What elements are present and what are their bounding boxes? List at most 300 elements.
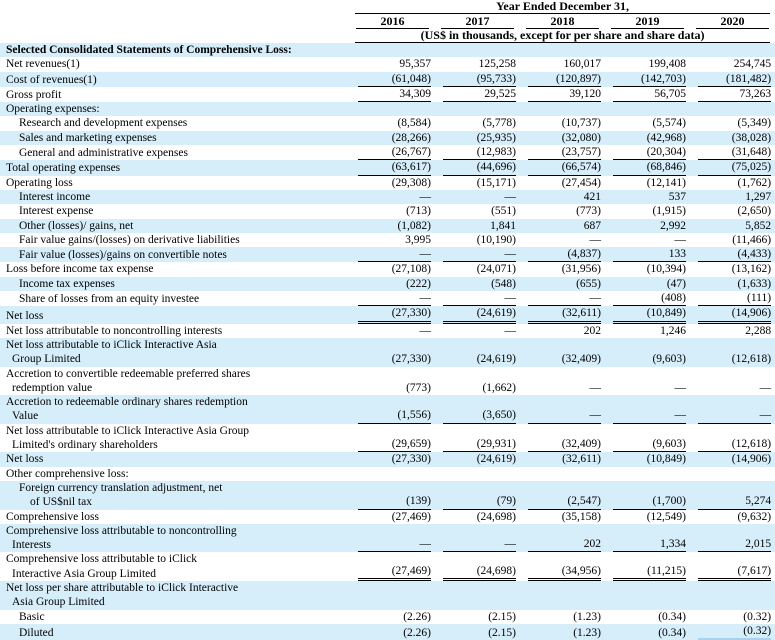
year-label: 2019 xyxy=(611,14,684,29)
cell-value: (15,171) xyxy=(476,176,516,189)
value-cell xyxy=(605,306,690,323)
value-cell xyxy=(690,424,775,453)
value-cell xyxy=(350,247,435,262)
value-cell xyxy=(520,87,605,102)
value-cell xyxy=(350,262,435,276)
table-row xyxy=(0,291,775,306)
table-row xyxy=(0,131,775,145)
cell-value: (773) xyxy=(576,205,601,218)
value-cell xyxy=(605,395,690,424)
cell-value: (12,983) xyxy=(443,145,516,160)
value-cell xyxy=(435,610,520,624)
cell-value: — xyxy=(613,408,686,423)
value-cell xyxy=(690,481,775,510)
value-cell xyxy=(435,524,520,553)
cell-value: (10,190) xyxy=(476,233,516,246)
header-note-row xyxy=(0,29,775,43)
value-cell xyxy=(350,481,435,510)
cell-value: (27,454) xyxy=(561,176,601,189)
year-column-2017 xyxy=(435,14,520,29)
row-label: Interest income xyxy=(19,190,91,203)
cell-value: (12,549) xyxy=(646,510,686,523)
value-cell xyxy=(605,510,690,524)
cell-value: 2,288 xyxy=(745,324,772,337)
value-cell xyxy=(605,291,690,306)
cell-value: (4,433) xyxy=(698,247,771,262)
value-cell xyxy=(350,324,435,338)
cell-value: (9,603) xyxy=(652,353,686,366)
cell-value: — xyxy=(528,408,601,423)
cell-value: (68,846) xyxy=(613,160,686,175)
cell-value: (75,025) xyxy=(698,160,771,175)
cell-value: (0.34) xyxy=(658,626,686,639)
value-cell xyxy=(350,277,435,291)
row-label: Loss before income tax expense xyxy=(6,263,154,276)
cell-value: (1,700) xyxy=(613,494,686,509)
row-label: Interest expense xyxy=(19,205,94,218)
value-cell xyxy=(520,43,605,57)
value-cell xyxy=(605,524,690,553)
value-cell xyxy=(350,190,435,204)
cell-value: — xyxy=(443,247,516,262)
cell-value: 1,297 xyxy=(745,190,772,203)
cell-value: — xyxy=(589,233,601,246)
value-cell xyxy=(435,306,520,323)
cell-value: (61,048) xyxy=(358,72,431,87)
value-cell xyxy=(520,581,605,610)
value-cell xyxy=(350,291,435,306)
cell-value: (0.32) xyxy=(698,624,771,640)
value-cell xyxy=(520,291,605,306)
value-cell xyxy=(350,395,435,424)
row-label: Other comprehensive loss: xyxy=(6,467,129,480)
cell-value: (1,915) xyxy=(652,205,686,218)
cell-value: — xyxy=(358,291,431,306)
value-cell xyxy=(690,190,775,204)
value-cell xyxy=(520,624,605,640)
cell-value: (38,028) xyxy=(731,131,772,144)
cell-value: (10,849) xyxy=(613,306,686,323)
cell-value: — xyxy=(443,537,516,552)
table-row xyxy=(0,524,775,553)
row-label: Operating expenses: xyxy=(6,103,100,116)
value-cell xyxy=(605,338,690,367)
cell-value: (2.26) xyxy=(403,610,431,623)
cell-value: (14,906) xyxy=(731,453,772,466)
value-cell xyxy=(350,624,435,640)
cell-value: 95,357 xyxy=(399,58,431,71)
table-row xyxy=(0,72,775,87)
cell-value: 56,705 xyxy=(613,87,686,102)
value-cell xyxy=(605,467,690,481)
value-cell xyxy=(520,306,605,323)
cell-value: (42,968) xyxy=(646,131,686,144)
cell-value: (24,619) xyxy=(443,306,516,323)
row-label: Fair value (losses)/gains on convertible notes xyxy=(19,249,227,262)
value-cell xyxy=(690,262,775,276)
header-spacer xyxy=(0,0,350,14)
value-cell xyxy=(520,367,605,396)
value-cell xyxy=(605,190,690,204)
year-label: 2016 xyxy=(356,14,429,29)
cell-value: (1,082) xyxy=(397,219,431,232)
value-cell xyxy=(520,338,605,367)
units-note-cell xyxy=(350,29,775,43)
value-cell xyxy=(690,247,775,262)
cell-value: (24,619) xyxy=(476,353,516,366)
cell-value: (63,617) xyxy=(358,160,431,175)
cell-value: (35,158) xyxy=(561,510,601,523)
value-cell xyxy=(520,102,605,116)
value-cell xyxy=(690,43,775,57)
value-cell xyxy=(605,610,690,624)
value-cell xyxy=(520,510,605,524)
cell-value: — xyxy=(358,537,431,552)
value-cell xyxy=(690,204,775,218)
value-cell xyxy=(690,116,775,130)
value-cell xyxy=(690,367,775,396)
value-cell xyxy=(520,219,605,233)
year-ended-title: Year Ended December 31, xyxy=(355,0,770,14)
value-cell xyxy=(690,467,775,481)
cell-value: (32,409) xyxy=(561,353,601,366)
value-cell xyxy=(605,324,690,338)
row-label: Selected Consolidated Statements of Comprehensive Loss: xyxy=(6,44,292,56)
cell-value: (1,662) xyxy=(482,381,516,394)
row-label: Basic xyxy=(19,610,45,623)
row-label: Accretion to convertible redeemable preferred shares redemption value xyxy=(6,367,251,394)
table-row xyxy=(0,324,775,338)
table-row xyxy=(0,467,775,481)
value-cell xyxy=(605,552,690,581)
value-cell xyxy=(520,262,605,276)
value-cell xyxy=(435,510,520,524)
row-label: Net loss xyxy=(6,310,44,323)
cell-value: 537 xyxy=(668,190,686,203)
cell-value: (5,778) xyxy=(482,117,516,130)
value-cell xyxy=(520,190,605,204)
table-row xyxy=(0,204,775,218)
value-cell xyxy=(350,367,435,396)
cell-value: (27,330) xyxy=(391,353,431,366)
cell-value: (27,469) xyxy=(358,564,431,581)
cell-value: (8,584) xyxy=(397,117,431,130)
value-cell xyxy=(435,424,520,453)
cell-value: (31,648) xyxy=(698,145,771,160)
cell-value: (24,698) xyxy=(443,564,516,581)
row-label: Operating loss xyxy=(6,176,73,189)
cell-value: (95,733) xyxy=(443,72,516,87)
cell-value: (713) xyxy=(406,205,431,218)
value-cell xyxy=(605,176,690,190)
cell-value: — xyxy=(419,190,431,203)
value-cell xyxy=(690,610,775,624)
table-row xyxy=(0,367,775,396)
value-cell xyxy=(520,324,605,338)
table-row xyxy=(0,43,775,57)
cell-value: (2.15) xyxy=(488,626,516,639)
table-row xyxy=(0,262,775,276)
value-cell xyxy=(520,57,605,71)
value-cell xyxy=(520,116,605,130)
value-cell xyxy=(690,131,775,145)
value-cell xyxy=(435,367,520,396)
value-cell xyxy=(435,395,520,424)
cell-value: 3,995 xyxy=(405,233,431,246)
cell-value: — xyxy=(528,291,601,306)
value-cell xyxy=(690,306,775,323)
cell-value: 254,745 xyxy=(733,58,772,71)
value-cell xyxy=(435,247,520,262)
value-cell xyxy=(435,57,520,71)
cell-value: (26,767) xyxy=(358,145,431,160)
value-cell xyxy=(520,424,605,453)
cell-value: (12,141) xyxy=(646,176,686,189)
row-label: Net loss per share attributable to iClick Interactive Asia Group Limited xyxy=(6,581,239,609)
cell-value: (181,482) xyxy=(698,72,771,87)
cell-value: (548) xyxy=(491,277,516,290)
value-cell xyxy=(690,87,775,102)
value-cell xyxy=(690,510,775,524)
value-cell xyxy=(605,262,690,276)
value-cell xyxy=(605,219,690,233)
cell-value: (2,650) xyxy=(737,205,772,218)
year-label: 2018 xyxy=(526,14,599,29)
cell-value: — xyxy=(698,408,771,423)
table-row xyxy=(0,176,775,190)
cell-value: (34,956) xyxy=(528,564,601,581)
value-cell xyxy=(690,452,775,466)
value-cell xyxy=(350,338,435,367)
cell-value: (32,080) xyxy=(561,131,601,144)
cell-value: — xyxy=(358,247,431,262)
cell-value: (0.32) xyxy=(743,610,772,623)
value-cell xyxy=(690,552,775,581)
cell-value: (551) xyxy=(491,205,516,218)
value-cell xyxy=(605,277,690,291)
row-label: Net loss attributable to noncontrolling interests xyxy=(6,324,223,337)
cell-value: (32,611) xyxy=(562,453,601,466)
header-title-row xyxy=(0,0,775,14)
cell-value: 2,015 xyxy=(698,537,771,552)
cell-value: 5,274 xyxy=(698,494,771,509)
cell-value: (29,308) xyxy=(391,176,431,189)
cell-value: 5,852 xyxy=(745,219,772,232)
header-years-row xyxy=(0,14,775,29)
value-cell xyxy=(690,277,775,291)
table-row xyxy=(0,145,775,160)
cell-value: — xyxy=(504,324,516,337)
value-cell xyxy=(690,57,775,71)
value-cell xyxy=(350,176,435,190)
value-cell xyxy=(350,57,435,71)
value-cell xyxy=(520,176,605,190)
cell-value: (1,633) xyxy=(737,277,772,290)
cell-value: (10,737) xyxy=(561,117,601,130)
row-label: Income tax expenses xyxy=(19,277,115,290)
value-cell xyxy=(350,72,435,87)
value-cell xyxy=(435,131,520,145)
cell-value: 160,017 xyxy=(563,58,601,71)
cell-value: (2.15) xyxy=(488,610,516,623)
cell-value: — xyxy=(589,381,601,394)
cell-value: (27,469) xyxy=(391,510,431,523)
value-cell xyxy=(605,204,690,218)
value-cell xyxy=(605,160,690,175)
cell-value: (31,956) xyxy=(561,263,601,276)
value-cell xyxy=(690,581,775,610)
table-row xyxy=(0,610,775,624)
cell-value: (32,611) xyxy=(528,306,601,323)
value-cell xyxy=(605,624,690,640)
value-cell xyxy=(520,552,605,581)
cell-value: (773) xyxy=(406,381,431,394)
value-cell xyxy=(605,145,690,160)
value-cell xyxy=(435,102,520,116)
value-cell xyxy=(690,219,775,233)
value-cell xyxy=(350,43,435,57)
table-body xyxy=(0,43,775,640)
cell-value: (25,935) xyxy=(476,131,516,144)
value-cell xyxy=(350,87,435,102)
cell-value: (9,632) xyxy=(737,510,772,523)
cell-value: (655) xyxy=(576,277,601,290)
table-row xyxy=(0,247,775,262)
value-cell xyxy=(690,176,775,190)
value-cell xyxy=(605,581,690,610)
value-cell xyxy=(435,277,520,291)
value-cell xyxy=(350,467,435,481)
cell-value: (111) xyxy=(698,291,771,306)
row-label: Diluted xyxy=(19,626,54,639)
table-row xyxy=(0,510,775,524)
year-column-2018 xyxy=(520,14,605,29)
table-row xyxy=(0,338,775,367)
value-cell xyxy=(435,467,520,481)
value-cell xyxy=(605,481,690,510)
value-cell xyxy=(690,624,775,640)
row-label: Net loss attributable to iClick Interactive Asia Group Limited's ordinary shareholders xyxy=(6,424,250,452)
row-label: General and administrative expenses xyxy=(19,147,188,160)
cell-value: — xyxy=(419,324,431,337)
cell-value: (120,897) xyxy=(528,72,601,87)
value-cell xyxy=(605,57,690,71)
cell-value: (24,071) xyxy=(476,263,516,276)
value-cell xyxy=(605,247,690,262)
value-cell xyxy=(520,610,605,624)
value-cell xyxy=(605,367,690,396)
row-label: Gross profit xyxy=(6,88,62,101)
table-row xyxy=(0,424,775,453)
cell-value: (139) xyxy=(358,494,431,509)
row-label: Other (losses)/ gains, net xyxy=(19,219,134,232)
table-row xyxy=(0,87,775,102)
cell-value: (24,619) xyxy=(476,453,516,466)
cell-value: (2,547) xyxy=(528,494,601,509)
cell-value: 202 xyxy=(528,537,601,552)
cell-value: (44,696) xyxy=(443,160,516,175)
cell-value: — xyxy=(504,190,516,203)
cell-value: 34,309 xyxy=(358,87,431,102)
value-cell xyxy=(435,233,520,247)
table-row xyxy=(0,581,775,610)
value-cell xyxy=(435,452,520,466)
value-cell xyxy=(605,116,690,130)
value-cell xyxy=(690,338,775,367)
value-cell xyxy=(435,338,520,367)
cell-value: 1,246 xyxy=(660,324,686,337)
value-cell xyxy=(605,102,690,116)
cell-value: (222) xyxy=(406,277,431,290)
value-cell xyxy=(520,467,605,481)
value-cell xyxy=(520,481,605,510)
cell-value: (23,757) xyxy=(528,145,601,160)
value-cell xyxy=(605,43,690,57)
cell-value: (11,215) xyxy=(613,564,686,581)
value-cell xyxy=(690,524,775,553)
cell-value: (1,556) xyxy=(358,408,431,423)
row-label: Share of losses from an equity investee xyxy=(19,293,200,306)
cell-value: (28,266) xyxy=(391,131,431,144)
table-row xyxy=(0,116,775,130)
value-cell xyxy=(350,424,435,453)
table-row xyxy=(0,277,775,291)
units-note: (US$ in thousands, except for per share and share data) xyxy=(355,29,770,43)
cell-value: (29,659) xyxy=(358,437,431,452)
cell-value: (27,330) xyxy=(358,306,431,323)
cell-value: (4,837) xyxy=(528,247,601,262)
value-cell xyxy=(690,395,775,424)
value-cell xyxy=(435,160,520,175)
year-label: 2020 xyxy=(696,14,769,29)
value-cell xyxy=(435,291,520,306)
cell-value: (47) xyxy=(666,277,686,290)
cell-value: (13,162) xyxy=(731,263,772,276)
cell-value: (2.26) xyxy=(403,626,431,639)
cell-value: (9,603) xyxy=(613,437,686,452)
value-cell xyxy=(435,72,520,87)
cell-value: 125,258 xyxy=(478,58,516,71)
value-cell xyxy=(435,324,520,338)
cell-value: — xyxy=(674,233,686,246)
value-cell xyxy=(435,481,520,510)
year-column-2016 xyxy=(350,14,435,29)
cell-value: (5,349) xyxy=(737,117,772,130)
row-label: Net loss xyxy=(6,453,44,466)
cell-value: (142,703) xyxy=(613,72,686,87)
value-cell xyxy=(605,452,690,466)
header-spacer xyxy=(0,14,350,29)
value-cell xyxy=(350,524,435,553)
cell-value: (20,304) xyxy=(613,145,686,160)
value-cell xyxy=(690,233,775,247)
row-label: Net loss attributable to iClick Interactive Asia Group Limited xyxy=(6,338,217,366)
table-row xyxy=(0,452,775,466)
value-cell xyxy=(350,102,435,116)
cell-value: (12,618) xyxy=(731,353,772,366)
value-cell xyxy=(605,131,690,145)
cell-value: — xyxy=(443,291,516,306)
value-cell xyxy=(435,204,520,218)
year-ended-title-cell xyxy=(350,0,775,14)
value-cell xyxy=(520,160,605,175)
cell-value: (0.34) xyxy=(658,610,686,623)
cell-value: 133 xyxy=(613,247,686,262)
value-cell xyxy=(690,145,775,160)
table-row xyxy=(0,102,775,116)
value-cell xyxy=(690,72,775,87)
value-cell xyxy=(605,233,690,247)
